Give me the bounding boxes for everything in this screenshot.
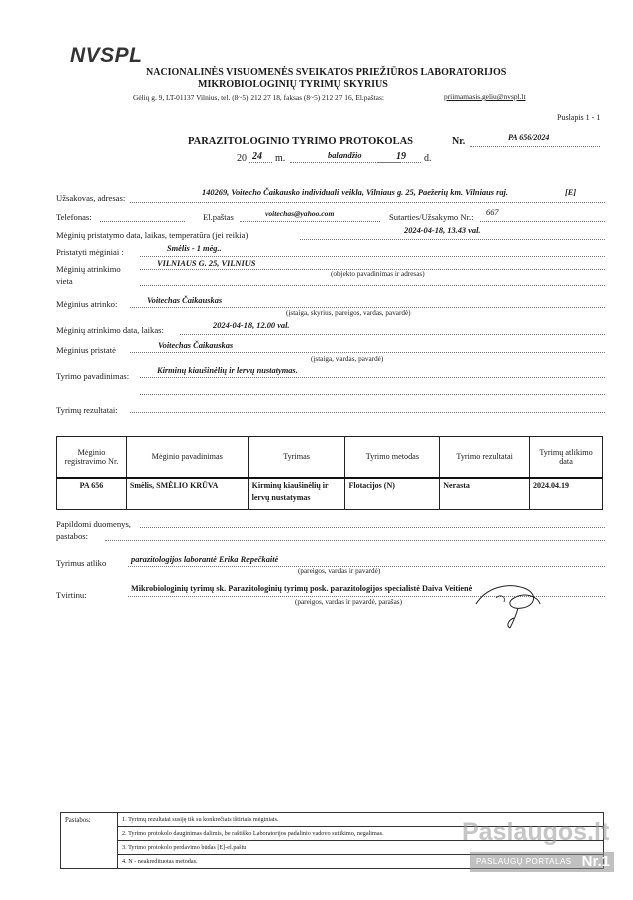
department-name: MIKROBIOLOGINIŲ TYRIMŲ SKYRIUS bbox=[198, 79, 388, 90]
watermark-subtitle: PASLAUGŲ PORTALAS bbox=[476, 857, 572, 866]
watermark-text: Paslaugos.lt bbox=[462, 818, 610, 846]
results-table bbox=[56, 436, 603, 510]
note-item: 1. Tyrimų rezultatai susiję tik su konkrečiais ištirtais mėginiais. bbox=[118, 813, 604, 827]
approved-label: Tvirtinu: bbox=[56, 590, 87, 600]
watermark-logo bbox=[462, 818, 614, 884]
date-day-line bbox=[378, 162, 421, 163]
place-label: Mėginių atrinkimo bbox=[56, 264, 121, 274]
cell-test-date: 2024.04.19 bbox=[530, 478, 603, 510]
institution-contacts: Gėlių g. 9, LT-01137 Vilnius, tel. (8~5) 212 27 18, faksas (8~5) 212 27 16, El.paštas: bbox=[133, 93, 384, 102]
test-name-label: Tyrimo pavadinimas: bbox=[56, 371, 130, 381]
deliverer-hint: (įstaiga, vardas, pavardė) bbox=[311, 355, 384, 363]
sampling-date-value: 2024-04-18, 12.00 val. bbox=[213, 321, 290, 330]
col-registration-nr: Mėginio registravimo Nr. bbox=[57, 437, 127, 479]
extra-line-2 bbox=[105, 540, 605, 541]
protocol-nr-label: Nr. bbox=[452, 136, 466, 147]
performed-hint: (pareigos, vardas ir pavardė) bbox=[298, 567, 381, 575]
delivered-value: Smėlis - 1 mėg.. bbox=[167, 244, 222, 253]
institution-email-link[interactable]: priimamasis.geliu@nvspl.lt bbox=[444, 92, 526, 101]
email-value: voitechas@yahoo.com bbox=[265, 209, 335, 218]
cell-registration-nr: PA 656 bbox=[57, 478, 127, 510]
cell-result: Nerasta bbox=[440, 478, 530, 510]
sampling-date-label: Mėginių atrinkimo data, laikas: bbox=[56, 325, 164, 335]
date-year: 24 bbox=[252, 151, 262, 162]
contract-line bbox=[480, 221, 605, 222]
cell-test: Kirminų kiaušinėlių ir lervų nustatymas bbox=[248, 478, 345, 510]
note-item: 2. Tyrimo protokolo dauginimas dalimis, be raštiško Laboratorijos padalinio vadovo sutikimo, negalimas. bbox=[118, 827, 604, 841]
performed-label: Tyrimus atliko bbox=[56, 558, 107, 568]
email-label: El.paštas bbox=[203, 212, 234, 222]
col-test-date: Tyrimų atlikimo data bbox=[530, 437, 603, 479]
results-line bbox=[130, 412, 605, 413]
sampling-date-line bbox=[180, 334, 605, 335]
sampler-hint: (įstaiga, skyrius, pareigos, vardas, pavardė) bbox=[286, 309, 411, 317]
place-value: VILNIAUS G. 25, VILNIUS bbox=[157, 259, 256, 268]
deliverer-label: Mėginius pristatė bbox=[56, 345, 116, 355]
delivered-label: Pristatyti mėginiai : bbox=[56, 247, 124, 257]
place-label-2: vieta bbox=[56, 276, 73, 286]
col-method: Tyrimo metodas bbox=[345, 437, 440, 479]
contract-label: Sutarties/Užsakymo Nr.: bbox=[389, 212, 474, 222]
client-mark: [E] bbox=[565, 188, 577, 197]
institution-name: NACIONALINĖS VISUOMENĖS SVEIKATOS PRIEŽIŪROS LABORATORIJOS bbox=[146, 67, 507, 78]
approved-hint: (pareigos, vardas ir pavardė, parašas) bbox=[295, 598, 402, 606]
date-year-line bbox=[249, 162, 272, 163]
extra-line bbox=[140, 527, 605, 528]
watermark-nr: Nr.1 bbox=[581, 853, 610, 870]
cell-sample-name: Smėlis, SMĖLIO KRŪVA bbox=[126, 478, 248, 510]
date-d-label: d. bbox=[424, 153, 432, 164]
col-sample-name: Mėginio pavadinimas bbox=[126, 437, 248, 479]
protocol-nr-line bbox=[470, 146, 600, 147]
date-year-prefix: 20 bbox=[237, 153, 247, 164]
test-name-line bbox=[140, 377, 605, 378]
table-header-row bbox=[57, 437, 603, 479]
phone-line bbox=[100, 221, 185, 222]
delivery-line bbox=[300, 239, 605, 240]
deliverer-line bbox=[130, 352, 605, 353]
table-row bbox=[57, 478, 603, 510]
extra-label-2: pastabos: bbox=[56, 531, 88, 541]
notes-label: Pastabos: bbox=[61, 813, 118, 869]
note-item: 3. Tyrimo protokolo perdavimo būdas [E]-el.paštu bbox=[118, 841, 604, 855]
performed-value: parazitologijos laborantė Erika Repečkaitė bbox=[131, 555, 279, 564]
date-m-label: m. bbox=[275, 153, 286, 164]
delivered-line bbox=[140, 256, 605, 257]
cell-method: Flotacijos (N) bbox=[345, 478, 440, 510]
page-number: Puslapis 1 - 1 bbox=[557, 113, 601, 122]
protocol-title: PARAZITOLOGINIO TYRIMO PROTOKOLAS bbox=[188, 136, 414, 147]
signature-image bbox=[466, 568, 556, 636]
nvspl-logo: NVSPL bbox=[70, 44, 143, 67]
sampler-line bbox=[130, 307, 605, 308]
note-item: 4. N - neakredituotas metodas. bbox=[118, 855, 604, 869]
col-test: Tyrimas bbox=[248, 437, 345, 479]
test-name-value: Kirminų kiaušinėlių ir lervų nustatymas. bbox=[157, 366, 298, 375]
place-hint: (objekto pavadinimas ir adresas) bbox=[331, 270, 425, 278]
extra-label: Papildomi duomenys, bbox=[56, 519, 131, 529]
phone-label: Telefonas: bbox=[56, 212, 92, 222]
test-name-line-2 bbox=[140, 394, 605, 395]
results-label: Tyrimų rezultatai: bbox=[56, 405, 118, 415]
approved-value: Mikrobiologinių tyrimų sk. Parazitologinių tyrimų posk. parazitologijos specialistė Daiva Veitienė bbox=[131, 584, 473, 593]
delivery-value: 2024-04-18, 13.43 val. bbox=[404, 226, 481, 235]
client-value: 140269, Voitecho Čaikausko individuali veikla, Vilniaus g. 25, Paežerių km. Vilniaus raj. bbox=[202, 188, 508, 197]
client-label: Užsakovas, adresas: bbox=[56, 193, 126, 203]
col-results: Tyrimo rezultatai bbox=[440, 437, 530, 479]
contract-value: 667 bbox=[486, 208, 499, 217]
place-line-2 bbox=[140, 285, 605, 286]
sampler-label: Mėginius atrinko: bbox=[56, 299, 118, 309]
client-line bbox=[130, 202, 605, 203]
date-day: 19 bbox=[396, 151, 406, 162]
sampler-value: Voitechas Čaikauskas bbox=[147, 296, 223, 305]
watermark-bar bbox=[470, 852, 614, 872]
protocol-number: PA 656/2024 bbox=[508, 133, 550, 142]
email-line bbox=[240, 221, 380, 222]
deliverer-value: Voitechas Čaikauskas bbox=[158, 341, 234, 350]
date-month: balandžio bbox=[328, 151, 362, 160]
delivery-label: Mėginių pristatymo data, laikas, temperatūra (jei reikia) bbox=[56, 230, 249, 240]
